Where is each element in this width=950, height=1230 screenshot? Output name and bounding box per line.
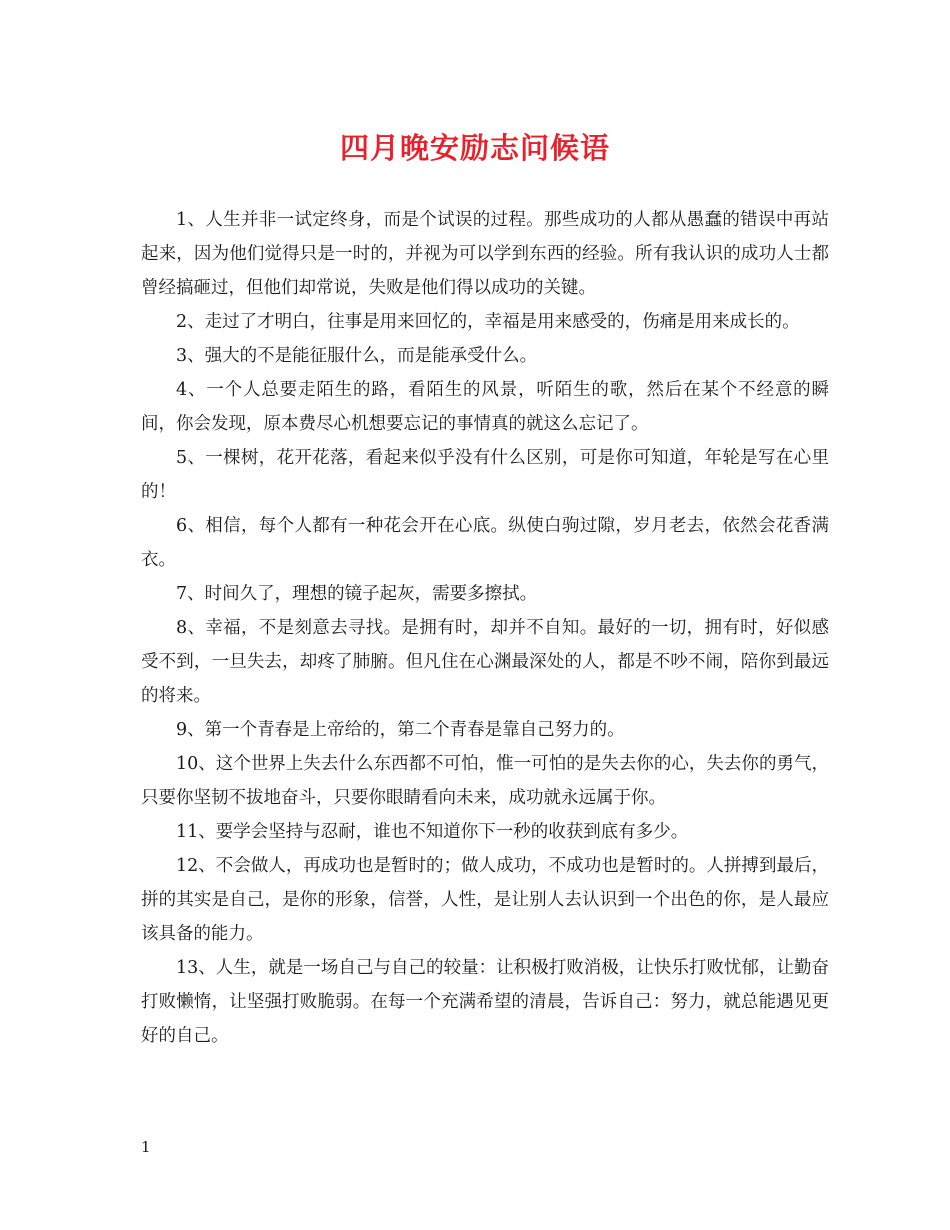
paragraph-13: 13、人生，就是一场自己与自己的较量：让积极打败消极，让快乐打败忧郁，让勤奋打败懒惰，让坚强打败脆弱。在每一个充满希望的清晨，告诉自己：努力，就总能遇见更好的自己。 bbox=[141, 958, 829, 1046]
paragraph-6: 6、相信，每个人都有一种花会开在心底。纵使白驹过隙，岁月老去，依然会花香满衣。 bbox=[141, 516, 829, 570]
paragraph-1: 1、人生并非一试定终身，而是个试误的过程。那些成功的人都从愚蠢的错误中再站起来，因为他们觉得只是一时的，并视为可以学到东西的经验。所有我认识的成功人士都曾经搞砸过，但他们却常说，失败是他们得以成功的关键。 bbox=[141, 210, 829, 298]
paragraph-2: 2、走过了才明白，往事是用来回忆的，幸福是用来感受的，伤痛是用来成长的。 bbox=[176, 312, 800, 332]
paragraph-10: 10、这个世界上失去什么东西都不可怕，惟一可怕的是失去你的心，失去你的勇气，只要你坚韧不拔地奋斗，只要你眼睛看向未来，成功就永远属于你。 bbox=[141, 754, 829, 808]
paragraph-8: 8、幸福，不是刻意去寻找。是拥有时，却并不自知。最好的一切，拥有时，好似感受不到，一旦失去，却疼了肺腑。但凡住在心渊最深处的人，都是不吵不闹，陪你到最远的将来。 bbox=[141, 618, 829, 706]
paragraph-7: 7、时间久了，理想的镜子起灰，需要多擦拭。 bbox=[176, 584, 538, 604]
paragraph-11: 11、要学会坚持与忍耐，谁也不知道你下一秒的收获到底有多少。 bbox=[176, 822, 689, 842]
paragraph-9: 9、第一个青春是上帝给的，第二个青春是靠自己努力的。 bbox=[176, 720, 625, 740]
paragraph-5: 5、一棵树，花开花落，看起来似乎没有什么区别，可是你可知道，年轮是写在心里的！ bbox=[141, 448, 829, 502]
document-body bbox=[141, 203, 829, 1053]
paragraph-12: 12、不会做人，再成功也是暂时的；做人成功，不成功也是暂时的。人拼搏到最后，拼的其实是自己，是你的形象，信誉，人性，是让别人去认识到一个出色的你，是人最应该具备的能力。 bbox=[141, 856, 829, 944]
document-title: 四月晚安励志问候语 bbox=[339, 131, 610, 165]
paragraph-3: 3、强大的不是能征服什么，而是能承受什么。 bbox=[176, 346, 538, 366]
paragraph-4: 4、一个人总要走陌生的路，看陌生的风景，听陌生的歌，然后在某个不经意的瞬间，你会发现，原本费尽心机想要忘记的事情真的就这么忘记了。 bbox=[141, 380, 829, 434]
page-number: 1 bbox=[141, 1138, 151, 1156]
